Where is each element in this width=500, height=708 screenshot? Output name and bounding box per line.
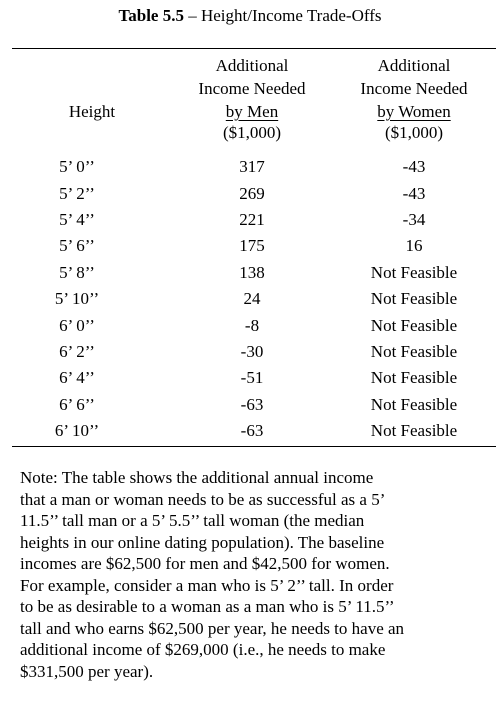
cell-height: 6’ 6’’ (59, 394, 95, 414)
caption-separator: – (183, 6, 201, 25)
table-header-row (12, 54, 496, 123)
cell-men: 221 (239, 209, 265, 229)
cell-women: 16 (405, 236, 423, 256)
units-height-empty (12, 123, 172, 146)
table-row (12, 418, 496, 444)
table-note: Note: The table shows the additional annual income that a man or woman needs to be as successful as a 5’ 11.5’’ tall man or a 5’ 5.5’’ tall woman (the median heights in our online dating population). The baseline incomes are $62,500 for men and $42,500 for women. For example, consider a man who is 5’ 2’’ tall. In order to be as desirable to a woman as a man who is 5’ 11.5’’ tall and who earns $62,500 per year, he needs to have an additional income of $269,000 (i.e., he needs to make $331,500 per year). (20, 468, 405, 681)
units-women: ($1,000) (384, 123, 444, 142)
cell-women: -34 (402, 209, 426, 229)
table-number: Table 5.5 (118, 6, 184, 25)
table-body (12, 146, 496, 444)
cell-height: 5’ 8’’ (59, 262, 95, 282)
cell-men: -63 (240, 394, 264, 414)
table-row (12, 154, 496, 180)
cell-height: 5’ 0’’ (59, 157, 95, 177)
table-bottom-rule (12, 446, 496, 447)
cell-height: 5’ 10’’ (54, 289, 100, 309)
cell-men: -30 (240, 341, 264, 361)
table-caption (0, 6, 500, 26)
cell-women: Not Feasible (370, 394, 458, 414)
table-row (12, 312, 496, 338)
cell-men: 24 (243, 289, 261, 309)
table-units-row (12, 123, 496, 146)
cell-height: 6’ 0’’ (59, 315, 95, 335)
cell-men: -8 (244, 315, 260, 335)
table-row (12, 365, 496, 391)
cell-height: 6’ 2’’ (59, 341, 95, 361)
cell-men: 175 (239, 236, 265, 256)
cell-women: Not Feasible (370, 368, 458, 388)
table-row (12, 207, 496, 233)
table-top-rule (12, 48, 496, 49)
cell-women: -43 (402, 157, 426, 177)
cell-height: 6’ 4’’ (59, 368, 95, 388)
cell-women: Not Feasible (370, 315, 458, 335)
cell-men: -63 (240, 421, 264, 441)
cell-height: 5’ 6’’ (59, 236, 95, 256)
header-women-line-1: Additional (377, 56, 451, 75)
header-men-line-3: by Men (225, 102, 279, 121)
header-women-line-2: Income Needed (360, 79, 468, 98)
units-men: ($1,000) (222, 123, 282, 142)
header-men-line-2: Income Needed (198, 79, 306, 98)
cell-women: Not Feasible (370, 341, 458, 361)
cell-men: -51 (240, 368, 264, 388)
height-income-table (12, 54, 496, 444)
table-row (12, 392, 496, 418)
cell-height: 5’ 2’’ (59, 183, 95, 203)
header-height (12, 54, 172, 123)
cell-men: 269 (239, 183, 265, 203)
header-women-line-3: by Women (377, 102, 451, 121)
header-men-line-1: Additional (215, 56, 289, 75)
header-women (332, 54, 496, 123)
cell-men: 317 (239, 157, 265, 177)
cell-women: Not Feasible (370, 421, 458, 441)
cell-height: 5’ 4’’ (59, 209, 95, 229)
table-row (12, 260, 496, 286)
table-row (12, 233, 496, 259)
cell-men: 138 (239, 262, 265, 282)
cell-women: -43 (402, 183, 426, 203)
cell-height: 6’ 10’’ (54, 421, 100, 441)
cell-women: Not Feasible (370, 289, 458, 309)
header-height-label: Height (68, 102, 116, 121)
table-row (12, 286, 496, 312)
table-row (12, 339, 496, 365)
table-row (12, 180, 496, 206)
table-title: Height/Income Trade-Offs (200, 6, 382, 25)
cell-women: Not Feasible (370, 262, 458, 282)
header-men (172, 54, 332, 123)
